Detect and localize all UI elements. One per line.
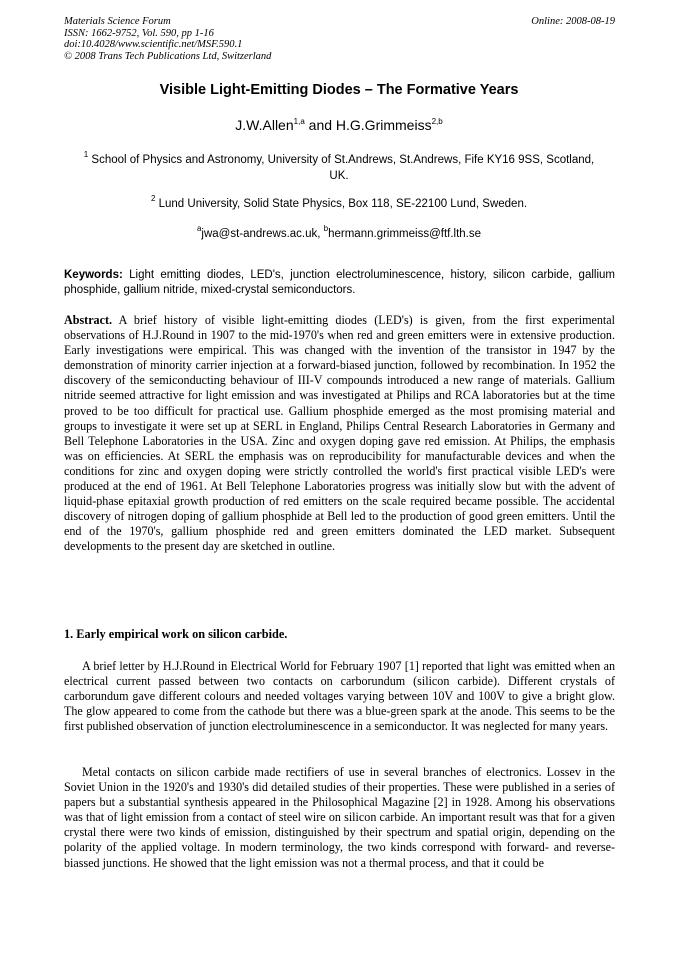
author-separator: and [304, 117, 336, 133]
online-date: Online: 2008-08-19 [531, 16, 615, 27]
journal-header [64, 16, 271, 62]
email-grimmeiss[interactable]: hermann.grimmeiss@ftf.lth.se [328, 228, 482, 240]
affiliation-1-mark: 1 [83, 150, 89, 159]
affiliation-2 [80, 194, 598, 213]
journal-name: Materials Science Forum [64, 16, 171, 27]
affiliation-2-mark: 2 [150, 194, 156, 203]
keywords-text: Light emitting diodes, LED's, junction electroluminescence, history, silicon carbide, gallium phosphide, gallium nitride, mixed-crystal semiconductors. [64, 269, 615, 296]
abstract [64, 313, 615, 555]
email-b-mark: b [323, 224, 329, 233]
author-allen-affiliation-mark: 1,a [293, 117, 305, 126]
author-grimmeiss: H.G.Grimmeiss [335, 117, 432, 133]
section-heading: 1. Early empirical work on silicon carbide. [64, 627, 288, 641]
body-paragraph-2: Metal contacts on silicon carbide made rectifiers of use in several branches of electronics. Lossev in the Soviet Union in the 1920's and 1930's did detailed studies of their properties. These were published in a series of papers but a substantial synthesis appeared in the Philosophical Magazine [2] in 1928. Among his observations was that of light emission from a contact of steel wire on silicon carbide. An important result was that for a given crystal there were two kinds of emission, distinguished by their spectrum and spatial origin, depending on the polarity of the applied voltage. In modern terminology, the two kinds correspond with forward- and reverse-biassed junctions. He showed that the light emission was not a thermal process, and that it could be [64, 765, 615, 870]
affiliation-2-text: Lund University, Solid State Physics, Box 118, SE-22100 Lund, Sweden. [158, 198, 528, 210]
abstract-text: A brief history of visible light-emitting diodes (LED's) is given, from the first experimental observations of H.J.Round in 1907 to the mid-1970's when red and green emitters were in extensive production. Early investigations were empirical. This was changed with the invention of the transistor in 1947 by the demonstration of minority carrier injection at a forward-biased junction, followed by recombination. In 1952 the discovery of the semiconducting behaviour of III-V compounds introduced a new range of materials. Gallium nitride seemed attractive for light emission and was investigated at Philips and RCA laboratories but at the time proved to be too difficult for practical use. Gallium phosphide emerged as the most promising material and groups to investigate it were set up at SERL in England, Philips Central Research Laboratories in Germany and Bell Telephone Laboratories in the USA. Zinc and oxygen doping gave red emission. At Philips, the emphasis was on efficiencies. At SERL the emphasis was on reproducibility for manufacturable devices and when the conditions for zinc and oxygen doping were strictly controlled the world's first practical visible LED's were produced at the end of 1961. At Bell Telephone Laboratories progress was initially slow but with the advent of liquid-phase epitaxial growth production of red emitters on the scale required became possible. The accidental discovery of nitrogen doping of gallium phosphide at Bell led to the production of good green emitters. Until the end of the 1970's, gallium phosphide red and green emitters dominated the LED market. Subsequent developments to the present day are sketched in outline. [64, 313, 615, 554]
journal-copyright: © 2008 Trans Tech Publications Ltd, Switzerland [64, 50, 272, 62]
affiliation-1 [80, 150, 598, 184]
paper-title: Visible Light-Emitting Diodes – The Formative Years [159, 82, 519, 98]
journal-issn: ISSN: 1662-9752, Vol. 590, pp 1-16 [64, 27, 214, 39]
keywords [64, 268, 615, 298]
abstract-label: Abstract. [64, 313, 113, 327]
keywords-label: Keywords: [64, 269, 123, 281]
affiliation-1-text: School of Physics and Astronomy, University of St.Andrews, St.Andrews, Fife KY16 9SS, Scotland, UK. [91, 154, 595, 182]
email-allen[interactable]: jwa@st-andrews.ac.uk, [201, 228, 324, 240]
author-list [0, 117, 678, 133]
email-a-mark: a [196, 224, 202, 233]
journal-doi: doi:10.4028/www.scientific.net/MSF.590.1 [64, 39, 243, 50]
author-grimmeiss-affiliation-mark: 2,b [431, 117, 443, 126]
author-emails [80, 224, 598, 243]
body-paragraph-1: A brief letter by H.J.Round in Electrical World for February 1907 [1] reported that light was emitted when an electrical current passed between two contacts on carborundum (silicon carbide). Different crystals of carborundum gave different colours and needed voltages varying between 10V and 100V to give a bright glow. The glow appeared to come from the cathode but there was a blue-green spark at the anode. This seems to be the first published observation of junction electroluminescence in a semiconductor. It was neglected for many years. [64, 659, 615, 734]
author-allen: J.W.Allen [235, 117, 294, 133]
